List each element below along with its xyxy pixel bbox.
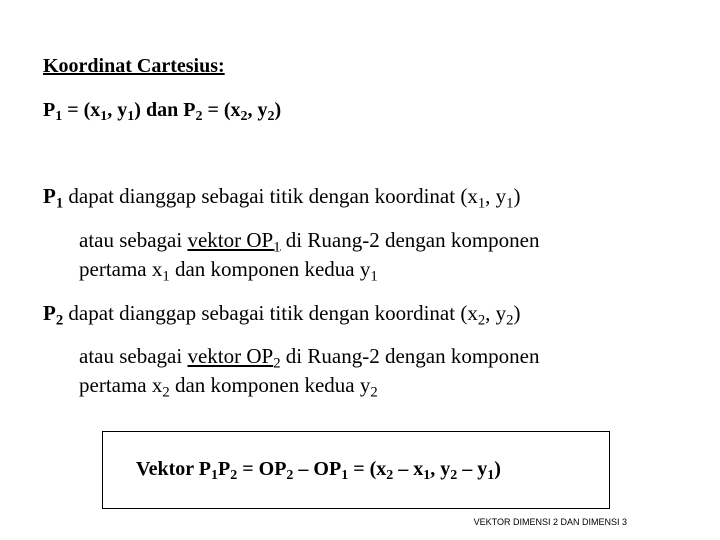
p1-point-statement: $P_1$ dapat dianggap sebagai titik dengan koordinat ($x_1$, $y_1$)	[43, 184, 521, 212]
p1-vector-statement: atau sebagai vektor $OP_1$ di Ruang-2 dengan komponen	[79, 228, 540, 256]
vector-result-formula: Vektor $P_1P_2 = OP_2 - OP_1 = (x_2 - x_1$, $y_2 - y_1$)	[136, 458, 501, 484]
vector-op2: vektor $OP_2$	[187, 344, 281, 372]
vector-op1: vektor $OP_1$	[187, 228, 281, 256]
coordinate-definition: $P_1 = (x_1$, $y_1$) dan $P_2 = (x_2$, $y_2$)	[43, 99, 282, 125]
p1-components: pertama $x_1$ dan komponen kedua $y_1$	[79, 257, 378, 285]
p2-point-statement: $P_2$ dapat dianggap sebagai titik dengan koordinat ($x_2$, $y_2$)	[43, 301, 521, 329]
p2-vector-statement: atau sebagai vektor $OP_2$ di Ruang-2 dengan komponen	[79, 344, 540, 372]
p2-components: pertama $x_2$ dan komponen kedua $y_2$	[79, 373, 378, 401]
page-heading: Koordinat Cartesius:	[43, 55, 225, 77]
slide-footer: VEKTOR DIMENSI 2 DAN DIMENSI 3	[473, 517, 627, 527]
